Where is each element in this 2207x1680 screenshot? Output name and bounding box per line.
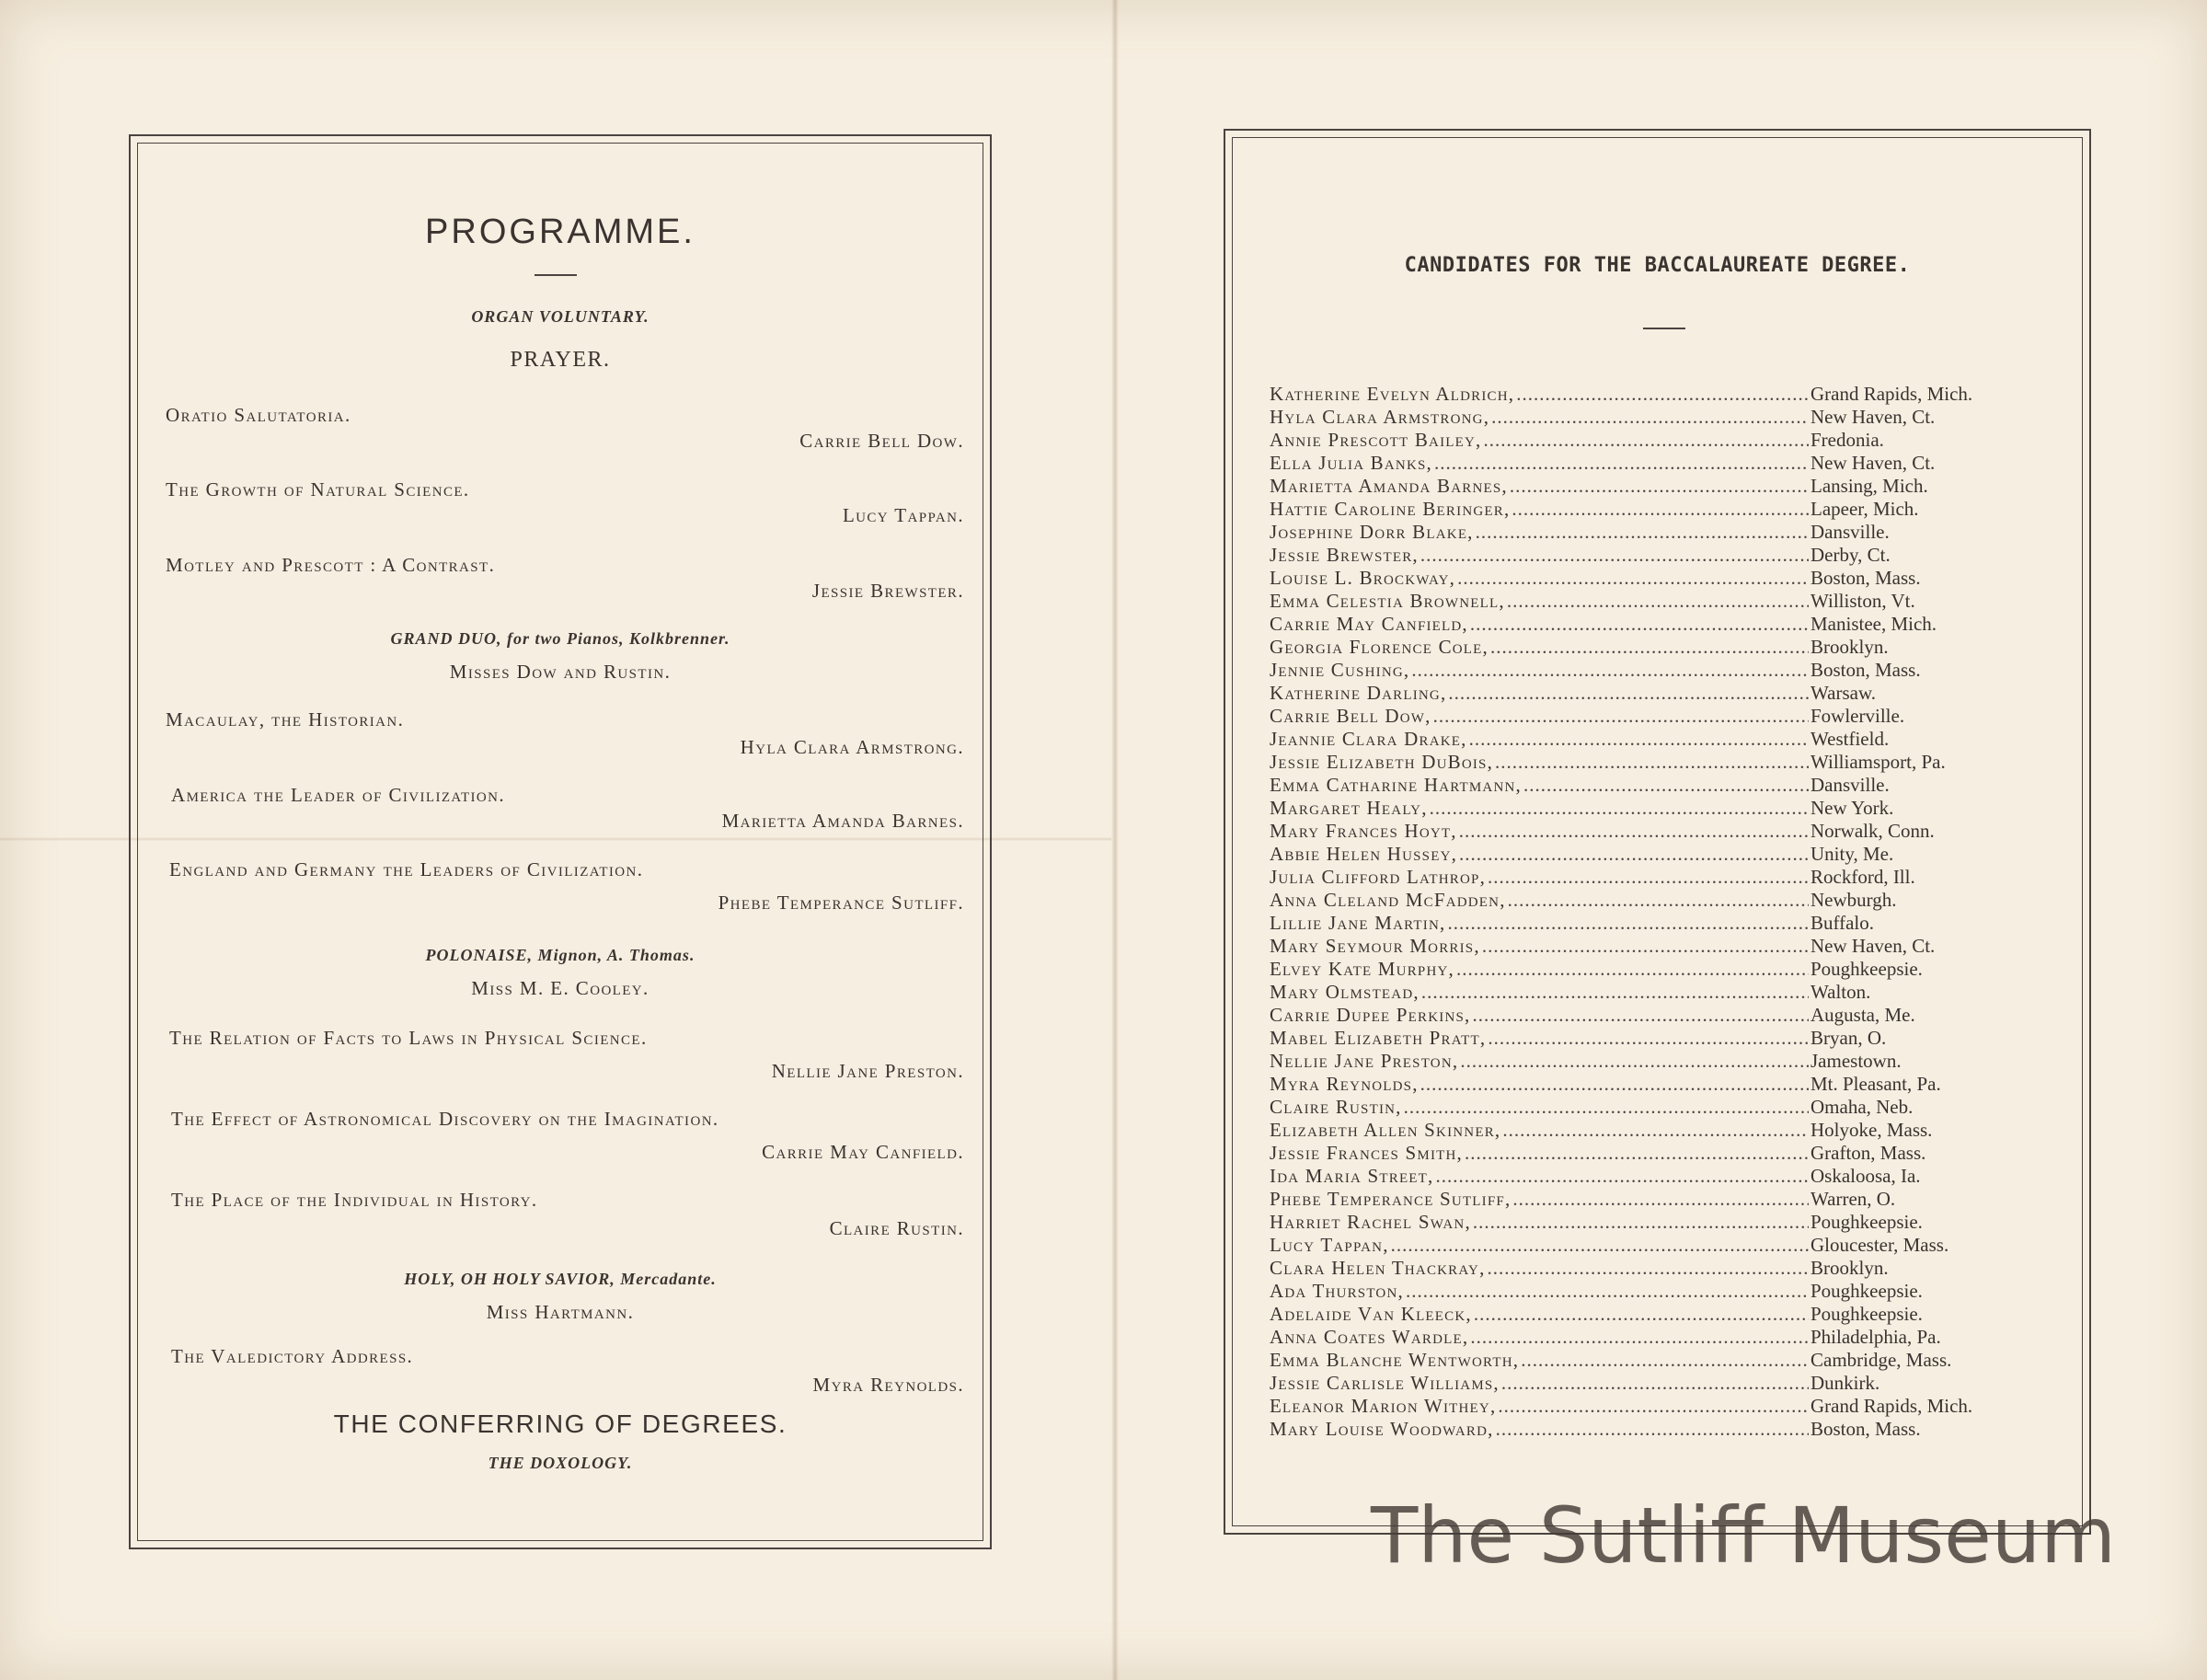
candidate-hometown: Cambridge, Mass. [1810,1349,1952,1371]
candidate-hometown: Brooklyn. [1810,636,1889,658]
candidate-hometown: Grand Rapids, Mich. [1810,383,1973,405]
candidate-row [1270,705,2070,728]
candidate-name: Myra Reynolds, [1270,1073,1419,1095]
candidate-hometown: Poughkeepsie. [1810,1280,1923,1302]
candidate-row [1270,1372,2070,1395]
candidate-hometown: Boston, Mass. [1810,567,1921,589]
candidate-row [1270,751,2070,774]
oration-speaker: Lucy Tappan. [842,504,964,526]
leader-dots [1430,797,1809,820]
leader-dots [1421,981,1809,1004]
candidate-name: Emma Blanche Wentworth, [1270,1349,1520,1371]
candidate-row [1270,889,2070,912]
oration-speaker: Carrie May Canfield. [762,1141,964,1163]
candidate-name: Harriet Rachel Swan, [1270,1211,1471,1233]
oration-speaker: Phebe Temperance Sutliff. [718,892,964,914]
candidate-row [1270,498,2070,521]
candidate-hometown: Williamsport, Pa. [1810,751,1946,773]
candidate-row [1270,1119,2070,1142]
candidate-hometown: Oskaloosa, Ia. [1810,1165,1921,1187]
oration-title: America the Leader of Civilization. [171,784,506,806]
candidate-row [1270,797,2070,820]
oration-title: The Place of the Individual in History. [171,1189,538,1211]
leader-dots [1488,1257,1809,1280]
leader-dots [1411,659,1809,682]
candidates-list [1270,383,2070,1441]
leader-dots [1470,1326,1809,1349]
candidate-row [1270,1096,2070,1119]
oration-title: The Effect of Astronomical Discovery on the Imagination. [171,1108,719,1130]
leader-dots [1391,1234,1809,1257]
candidate-name: Hattie Caroline Beringer, [1270,498,1511,520]
leader-dots [1490,636,1809,659]
leader-dots [1501,1372,1809,1395]
leader-dots [1474,1303,1809,1326]
candidate-row [1270,958,2070,981]
candidate-name: Lucy Tappan, [1270,1234,1389,1256]
candidate-name: Abbie Helen Hussey, [1270,843,1458,865]
leader-dots [1495,751,1809,774]
oration-speaker: Carrie Bell Dow. [799,430,964,452]
candidate-name: Elizabeth Allen Skinner, [1270,1119,1501,1141]
conferring-of-degrees: THE CONFERRING OF DEGREES. [333,1410,787,1438]
candidate-hometown: Fredonia. [1810,429,1884,451]
oration-speaker: Hyla Clara Armstrong. [740,736,964,758]
candidate-name: Carrie Dupee Perkins, [1270,1004,1471,1026]
candidate-name: Claire Rustin, [1270,1096,1402,1118]
candidate-name: Hyla Clara Armstrong, [1270,406,1490,428]
candidate-hometown: Brooklyn. [1810,1257,1889,1279]
candidate-name: Annie Prescott Bailey, [1270,429,1482,451]
leader-dots [1523,774,1809,797]
candidate-hometown: Buffalo. [1810,912,1875,934]
candidate-row [1270,659,2070,682]
leader-dots [1488,1027,1809,1050]
candidate-name: Jessie Elizabeth DuBois, [1270,751,1494,773]
candidate-hometown: Poughkeepsie. [1810,1211,1923,1233]
leader-dots [1507,590,1809,613]
candidate-hometown: Manistee, Mich. [1810,613,1937,635]
leader-dots [1516,383,1809,406]
candidate-name: Elvey Kate Murphy, [1270,958,1454,980]
music-piece: HOLY, OH HOLY SAVIOR, Mercadante. [404,1270,717,1288]
doxology: THE DOXOLOGY. [488,1454,633,1472]
candidate-hometown: Rockford, Ill. [1810,866,1915,888]
leader-dots [1521,1349,1809,1372]
leader-dots [1498,1395,1809,1418]
candidate-hometown: Augusta, Me. [1810,1004,1915,1026]
candidate-name: Mary Seymour Morris, [1270,935,1480,957]
candidate-name: Carrie Bell Dow, [1270,705,1431,727]
candidate-row [1270,1349,2070,1372]
candidate-hometown: Newburgh. [1810,889,1897,911]
candidate-row [1270,843,2070,866]
candidate-row [1270,1188,2070,1211]
title-rule [535,274,577,276]
candidate-row [1270,567,2070,590]
candidate-hometown: New Haven, Ct. [1810,452,1936,474]
oration-speaker: Claire Rustin. [829,1217,964,1239]
candidate-name: Jessie Frances Smith, [1270,1142,1463,1164]
music-performer: Miss Hartmann. [486,1301,635,1323]
oration-title: The Valedictory Address. [171,1345,414,1367]
candidate-row [1270,866,2070,889]
candidate-hometown: Bryan, O. [1810,1027,1887,1049]
candidate-hometown: Grand Rapids, Mich. [1810,1395,1973,1417]
oration-title: England and Germany the Leaders of Civilization. [169,858,644,880]
candidate-name: Jessie Carlisle Williams, [1270,1372,1500,1394]
candidate-row [1270,475,2070,498]
candidate-hometown: Williston, Vt. [1810,590,1915,612]
prayer: PRAYER. [510,348,611,372]
leader-dots [1457,567,1809,590]
candidate-row [1270,820,2070,843]
candidate-row [1270,590,2070,613]
leader-dots [1472,1004,1809,1027]
programme-inner-border [137,143,983,1541]
candidate-hometown: Unity, Me. [1810,843,1894,865]
leader-dots [1459,820,1809,843]
candidate-row [1270,981,2070,1004]
oration-title: Motley and Prescott : A Contrast. [166,554,496,576]
candidate-hometown: Holyoke, Mass. [1810,1119,1933,1141]
candidate-name: Phebe Temperance Sutliff, [1270,1188,1512,1210]
leader-dots [1482,935,1809,958]
leader-dots [1460,1050,1809,1073]
candidate-name: Clara Helen Thackray, [1270,1257,1486,1279]
candidate-row [1270,1142,2070,1165]
candidate-row [1270,521,2070,544]
oration-title: The Growth of Natural Science. [166,478,470,501]
candidate-name: Nellie Jane Preston, [1270,1050,1459,1072]
candidate-name: Carrie May Canfield, [1270,613,1468,635]
candidate-name: Lillie Jane Martin, [1270,912,1446,934]
programme-page [129,134,992,1549]
leader-dots [1470,613,1809,636]
leader-dots [1488,866,1809,889]
candidate-name: Anna Coates Wardle, [1270,1326,1469,1348]
leader-dots [1404,1096,1809,1119]
candidate-row [1270,613,2070,636]
candidate-row [1270,636,2070,659]
leader-dots [1469,728,1809,751]
leader-dots [1491,406,1809,429]
candidate-hometown: Boston, Mass. [1810,659,1921,681]
leader-dots [1510,475,1809,498]
oration-title: Oratio Salutatoria. [166,404,351,426]
leader-dots [1447,912,1809,935]
candidate-hometown: Grafton, Mass. [1810,1142,1926,1164]
candidate-hometown: Dunkirk. [1810,1372,1880,1394]
oration-title: Macaulay, the Historian. [166,708,405,731]
candidate-name: Jennie Cushing, [1270,659,1410,681]
candidate-name: Eleanor Marion Withey, [1270,1395,1497,1417]
candidate-hometown: Lansing, Mich. [1810,475,1928,497]
candidate-name: Mary Frances Hoyt, [1270,820,1457,842]
candidate-row [1270,1395,2070,1418]
candidate-hometown: Poughkeepsie. [1810,958,1923,980]
candidate-hometown: Jamestown. [1810,1050,1902,1072]
museum-watermark: The Sutliff Museum [1371,1490,2116,1581]
candidate-hometown: Mt. Pleasant, Pa. [1810,1073,1941,1095]
candidate-hometown: Dansville. [1810,521,1890,543]
candidates-title-rule [1643,328,1685,329]
candidate-row [1270,1326,2070,1349]
candidate-row [1270,1073,2070,1096]
candidate-hometown: New York. [1810,797,1894,819]
leader-dots [1502,1119,1809,1142]
oration-speaker: Nellie Jane Preston. [771,1060,964,1082]
candidate-name: Katherine Darling, [1270,682,1447,704]
leader-dots [1448,682,1809,705]
leader-dots [1434,452,1809,475]
candidate-name: Mabel Elizabeth Pratt, [1270,1027,1487,1049]
candidate-row [1270,728,2070,751]
candidate-name: Mary Louise Woodward, [1270,1418,1494,1440]
candidate-row [1270,1280,2070,1303]
candidate-name: Katherine Evelyn Aldrich, [1270,383,1515,405]
music-piece: POLONAISE, Mignon, A. Thomas. [425,946,695,964]
candidate-hometown: Derby, Ct. [1810,544,1891,566]
candidate-hometown: Fowlerville. [1810,705,1905,727]
oration-speaker: Jessie Brewster. [811,580,964,602]
candidate-row [1270,1234,2070,1257]
candidate-row [1270,406,2070,429]
candidate-row [1270,1257,2070,1280]
candidate-hometown: New Haven, Ct. [1810,935,1936,957]
candidate-name: Louise L. Brockway, [1270,567,1456,589]
candidate-row [1270,682,2070,705]
programme-title: PROGRAMME. [425,213,695,251]
candidates-inner-border [1232,137,2083,1526]
candidate-name: Ada Thurston, [1270,1280,1404,1302]
candidate-row [1270,1004,2070,1027]
candidate-row [1270,452,2070,475]
leader-dots [1476,521,1809,544]
candidate-hometown: Dansville. [1810,774,1890,796]
oration-title: The Relation of Facts to Laws in Physical Science. [169,1027,648,1049]
candidate-row [1270,1027,2070,1050]
candidate-row [1270,1050,2070,1073]
candidate-name: Josephine Dorr Blake, [1270,521,1474,543]
candidate-row [1270,935,2070,958]
leader-dots [1465,1142,1809,1165]
candidate-row [1270,383,2070,406]
candidate-hometown: Boston, Mass. [1810,1418,1921,1440]
center-fold [1111,0,1119,1680]
candidate-name: Jeannie Clara Drake, [1270,728,1467,750]
leader-dots [1512,498,1809,521]
candidate-name: Marietta Amanda Barnes, [1270,475,1508,497]
leader-dots [1433,705,1809,728]
candidate-name: Margaret Healy, [1270,797,1428,819]
candidate-row [1270,1303,2070,1326]
candidate-name: Ida Maria Street, [1270,1165,1434,1187]
candidate-name: Jessie Brewster, [1270,544,1419,566]
candidate-hometown: Omaha, Neb. [1810,1096,1914,1118]
candidate-hometown: Poughkeepsie. [1810,1303,1923,1325]
leader-dots [1508,889,1809,912]
leader-dots [1483,429,1809,452]
candidate-row [1270,1165,2070,1188]
candidate-name: Georgia Florence Cole, [1270,636,1489,658]
candidate-name: Julia Clifford Lathrop, [1270,866,1487,888]
leader-dots [1456,958,1809,981]
candidate-row [1270,544,2070,567]
candidate-name: Adelaide Van Kleeck, [1270,1303,1472,1325]
candidate-name: Emma Catharine Hartmann, [1270,774,1522,796]
candidate-name: Emma Celestia Brownell, [1270,590,1505,612]
leader-dots [1459,843,1809,866]
candidate-hometown: Walton. [1810,981,1871,1003]
music-performer: Miss M. E. Cooley. [471,977,649,999]
leader-dots [1496,1418,1809,1441]
candidate-hometown: Warren, O. [1810,1188,1896,1210]
oration-speaker: Marietta Amanda Barnes. [721,810,964,832]
candidates-page [1224,129,2091,1535]
candidate-name: Anna Cleland McFadden, [1270,889,1506,911]
music-performer: Misses Dow and Rustin. [449,661,672,683]
candidate-name: Mary Olmstead, [1270,981,1420,1003]
candidate-hometown: Warsaw. [1810,682,1876,704]
candidate-row [1270,912,2070,935]
candidate-hometown: Lapeer, Mich. [1810,498,1919,520]
candidates-title: CANDIDATES FOR THE BACCALAUREATE DEGREE. [1404,254,1911,277]
candidate-row [1270,774,2070,797]
candidate-hometown: Norwalk, Conn. [1810,820,1935,842]
leader-dots [1512,1188,1809,1211]
leader-dots [1473,1211,1809,1234]
candidate-hometown: Westfield. [1810,728,1890,750]
candidate-name: Ella Julia Banks, [1270,452,1432,474]
leader-dots [1420,544,1809,567]
candidate-row [1270,429,2070,452]
leader-dots [1406,1280,1809,1303]
candidate-hometown: Gloucester, Mass. [1810,1234,1949,1256]
organ-voluntary: ORGAN VOLUNTARY. [471,307,649,326]
oration-speaker: Myra Reynolds. [812,1374,964,1396]
candidate-row [1270,1418,2070,1441]
candidate-hometown: Philadelphia, Pa. [1810,1326,1941,1348]
leader-dots [1420,1073,1809,1096]
music-piece: GRAND DUO, for two Pianos, Kolkbrenner. [390,629,730,648]
candidate-row [1270,1211,2070,1234]
leader-dots [1435,1165,1809,1188]
candidate-hometown: New Haven, Ct. [1810,406,1936,428]
